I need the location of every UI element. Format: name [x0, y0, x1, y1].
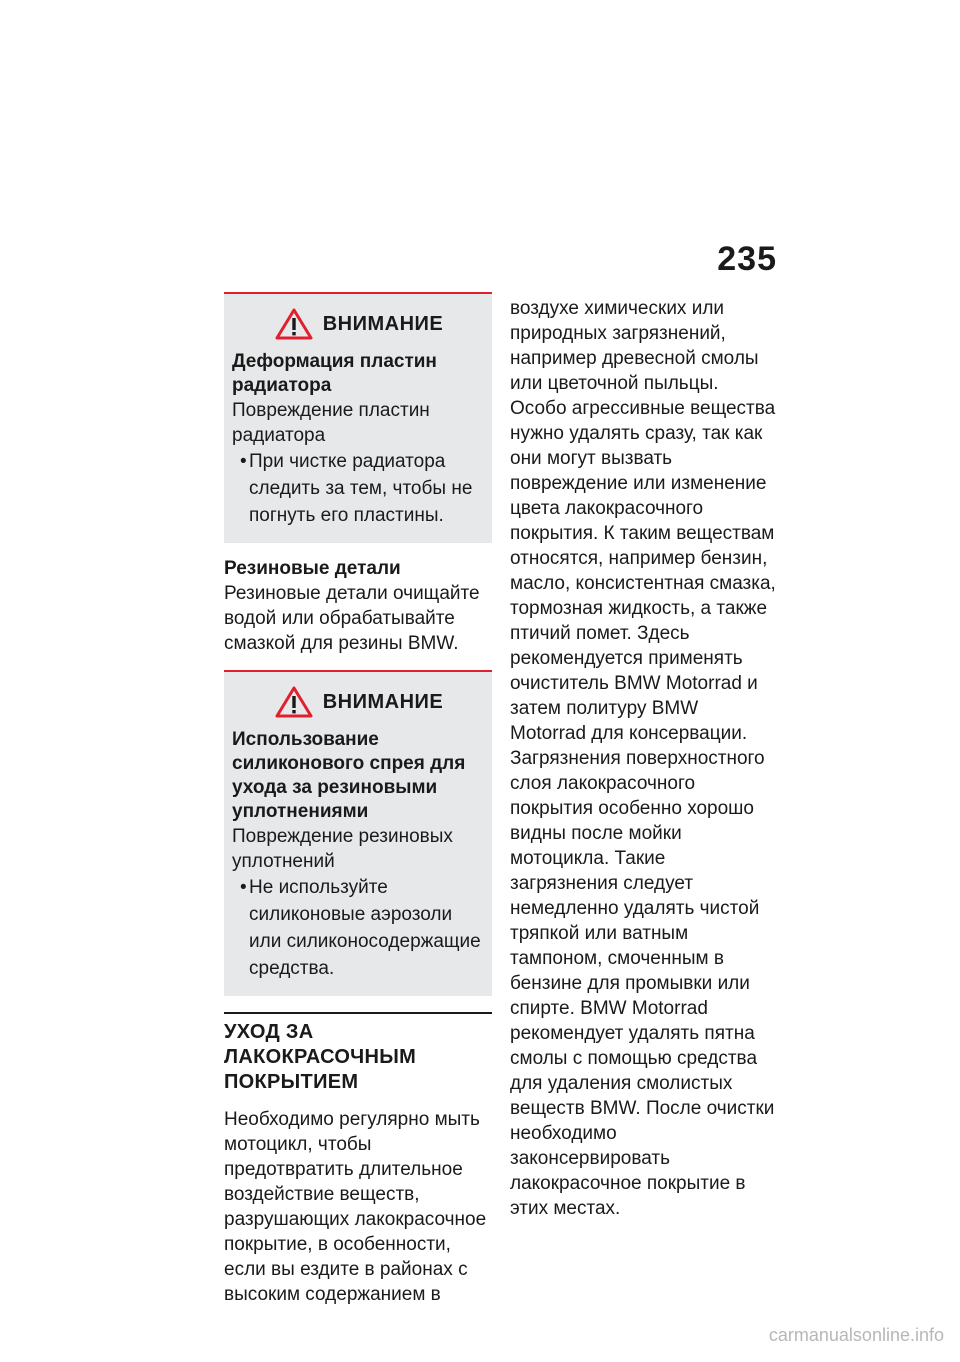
warning-box-radiator — [224, 292, 492, 543]
section-heading: УХОД ЗА ЛАКОКРАСОЧНЫМ ПОКРЫТИЕМ — [224, 1021, 417, 1093]
warning-label: ВНИМАНИЕ — [322, 690, 444, 713]
warning-bullet: • При чистке радиатора следить за тем, чтобы не погнуть его пластины. — [232, 448, 486, 529]
warning-subtitle: Использование силиконового спрея для ухода за резиновыми уплотнениями — [232, 729, 466, 822]
warning-header — [232, 308, 486, 340]
warning-label: ВНИМАНИЕ — [322, 312, 444, 335]
rubber-parts-heading: Резиновые детали — [224, 558, 401, 579]
paint-care-text-right-2: Особо агрессивные вещества нужно удалять сразу, так как они могут вызвать повреждение или изменение цвета лакокрасочного покрытия. К таким веществам относятся, например бензин, масло, консистентная смазка, тормозная жидкость, а также птичий помет. Здесь рекомендуется применять очиститель BMW Motorrad и затем политуру BMW Motorrad для консервации. — [510, 398, 776, 744]
warning-bullets — [232, 874, 486, 982]
warning-description: Повреждение пластин радиатора — [232, 400, 430, 446]
watermark: carmanualsonline.info — [768, 1325, 944, 1345]
warning-bullet: • Не используйте силиконовые аэрозоли или силиконосодержащие средства. — [232, 874, 486, 982]
left-column — [224, 292, 492, 1307]
rubber-parts-text: Резиновые детали очищайте водой или обрабатывайте смазкой для резины BMW. — [224, 583, 480, 654]
paint-care-text-right-3: Загрязнения поверхностного слоя лакокрасочного покрытия особенно хорошо видны после мойки мотоцикла. Такие загрязнения следует немедленно удалять чистой тряпкой или ватным тампоном, смоченным в бензине для промывки или спирте. BMW Motorrad рекомендует удалять пятна смолы с помощью средства для удаления смолистых веществ BMW. После очистки необходимо законсервировать лакокрасочное покрытие в этих местах. — [510, 748, 775, 1219]
warning-triangle-icon — [275, 686, 313, 718]
paint-care-text-left: Необходимо регулярно мыть мотоцикл, чтобы предотвратить длительное воздействие веществ, разрушающих лакокрасочное покрытие, в особенности, если вы ездите в районах с высоким содержанием в — [224, 1109, 487, 1305]
section-divider — [224, 1012, 492, 1307]
warning-bullets — [232, 448, 486, 529]
page-number: 235 — [717, 240, 777, 278]
warning-box-silicone — [224, 670, 492, 996]
paint-care-text-right-1: воздухе химических или природных загрязнений, например древесной смолы или цветочной пыльцы. — [510, 298, 759, 394]
warning-description: Повреждение резиновых уплотнений — [232, 826, 453, 872]
right-column — [510, 296, 778, 1221]
warning-header — [232, 686, 486, 718]
warning-subtitle: Деформация пластин радиатора — [232, 351, 437, 396]
warning-triangle-icon — [275, 308, 313, 340]
